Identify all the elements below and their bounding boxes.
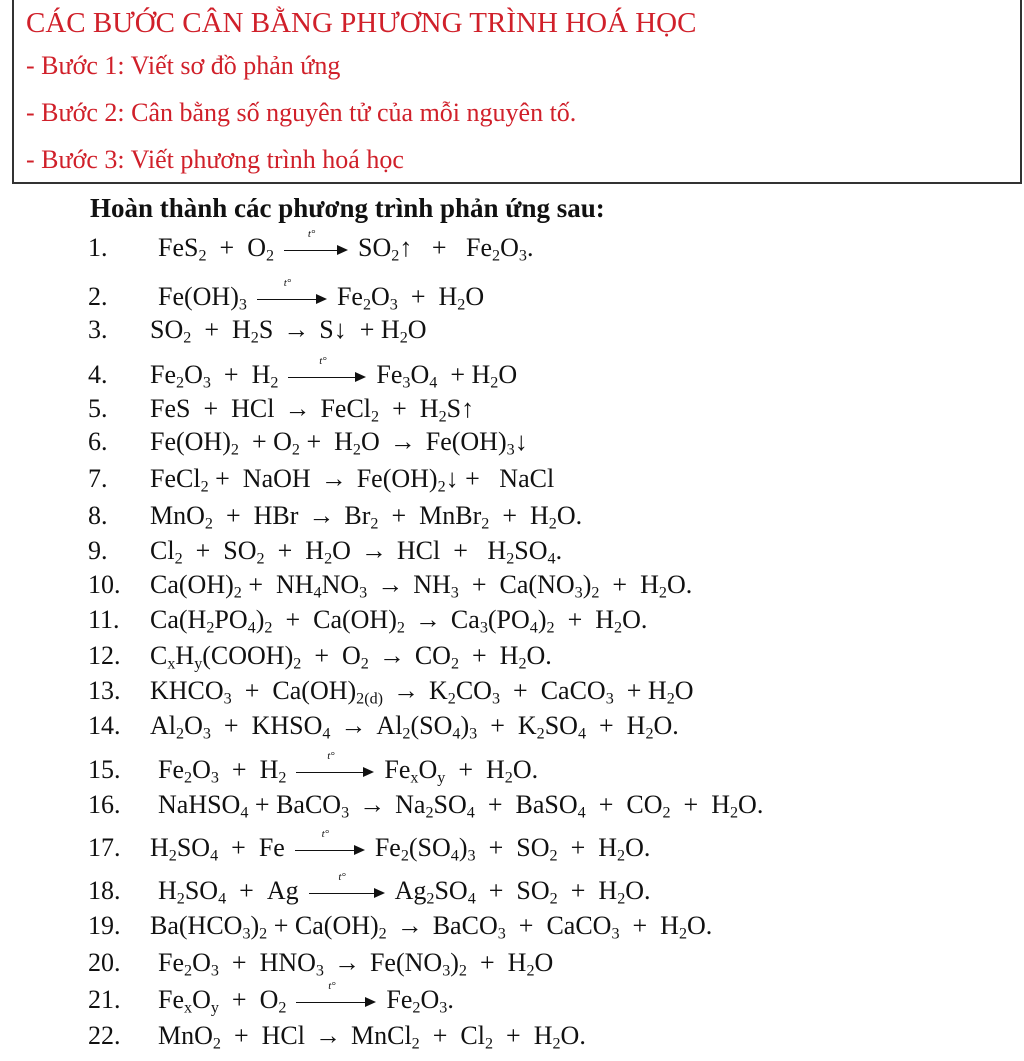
equation-number: 17.: [88, 833, 121, 862]
products: $Fe_2O_3 + H_2O$: [336, 282, 485, 314]
equation-number: 10.: [88, 570, 121, 599]
equation-row: [88, 871, 651, 908]
arrow-icon: →: [396, 911, 423, 940]
products: FeCl$_2$ + $H_2S↑$: [320, 394, 475, 426]
arrow-icon: →: [378, 641, 405, 670]
heat-arrow-icon: [257, 277, 327, 309]
reactants: $Ca(OH)_2 + NH_4NO_3$: [150, 570, 368, 602]
products: MnCl$_2$ + $Cl_2 + H_2O$.: [350, 1021, 586, 1053]
arrow-icon: →: [284, 394, 311, 423]
products: $Fe_2(SO_4)_3 + SO_2 + H_2O$.: [374, 833, 651, 865]
arrow-icon: →: [320, 464, 347, 493]
equation-row: [88, 1020, 586, 1052]
arrow-icon: →: [283, 315, 310, 344]
equation-row: [88, 393, 474, 425]
products: $NH_3 + Ca(NO_3)_2 + H_2O$.: [413, 570, 693, 602]
equation-row: [88, 314, 427, 346]
equation-row: [88, 228, 534, 265]
equation-number: 20.: [88, 948, 121, 977]
reactants: $SO_2 + H_2S$: [150, 315, 274, 347]
condition-label: t°: [319, 355, 327, 368]
arrow-icon: →: [308, 501, 335, 530]
step-1: - Bước 1: Viết sơ đồ phản ứng: [26, 51, 341, 80]
heat-arrow-icon: [296, 750, 374, 782]
reactants: $KHCO_3 + Ca(OH)_{2(d)}$: [150, 676, 383, 708]
equation-number: 12.: [88, 641, 121, 670]
equation-row: [88, 463, 554, 495]
products: S↓ + $H_2O$: [319, 315, 427, 347]
equation-number: 14.: [88, 711, 121, 740]
reactants: $Fe(OH)_2 + O_2 + H_2O$: [150, 427, 380, 459]
equation-number: 11.: [88, 605, 120, 634]
arrow-icon: →: [359, 790, 386, 819]
equation-number: 18.: [88, 876, 121, 905]
products: $Na_2SO_4$ + BaSO$_4$ + $CO_2 + H_2O$.: [395, 790, 764, 822]
reactants: $C_xH_y(COOH)_2 + O_2$: [150, 641, 369, 673]
equation-number: 22.: [88, 1021, 121, 1050]
step-2: - Bước 2: Cân bằng số nguyên tử của mỗi nguyên tố.: [26, 98, 577, 127]
arrow-icon: →: [340, 711, 367, 740]
equation-number: 2.: [88, 282, 108, 311]
equation-number: 19.: [88, 911, 121, 940]
equation-number: 8.: [88, 501, 108, 530]
reactants: FeCl$_2$ + NaOH: [150, 464, 311, 496]
heat-arrow-icon: [296, 980, 376, 1012]
products: $Fe_2O_3$.: [386, 985, 454, 1017]
reactants: $Al_2O_3$ + $KHSO_4$: [150, 711, 331, 743]
reactants: MnO$_2$ + HCl: [158, 1021, 305, 1053]
equation-row: [88, 569, 692, 601]
reactants: $Fe_2O_3 + H_2$: [150, 360, 279, 392]
equation-number: 15.: [88, 755, 121, 784]
products: $Ca_3(PO_4)_2 + H_2O$.: [450, 605, 648, 637]
equation-number: 13.: [88, 676, 121, 705]
step-3: - Bước 3: Viết phương trình hoá học: [26, 145, 404, 174]
equation-row: [88, 750, 539, 787]
arrow-icon: →: [414, 605, 441, 634]
document-title: CÁC BƯỚC CÂN BẰNG PHƯƠNG TRÌNH HOÁ HỌC: [26, 7, 697, 39]
products: $Fe_xO_y + H_2O$.: [384, 755, 539, 787]
reactants: NaHSO$_4$ + BaCO$_3$: [158, 790, 350, 822]
heat-arrow-icon: [288, 355, 366, 387]
products: $Ag_2SO_4 + SO_2 + H_2O$.: [394, 876, 651, 908]
reactants: $Ba(HCO_3)_2 + Ca(OH)_2$: [150, 911, 387, 943]
products: $Fe_3O_4 + H_2O$: [376, 360, 518, 392]
products: $Fe(OH)_2↓$ + NaCl: [356, 464, 555, 496]
products: $SO_2↑ + Fe_2O_3$.: [358, 233, 534, 265]
arrow-icon: →: [393, 676, 419, 705]
equation-row: [88, 535, 562, 567]
reactants: $Fe_xO_y + O_2$: [158, 985, 287, 1017]
heat-arrow-icon: [295, 828, 365, 860]
reactants: $Ca(H_2PO_4)_2 + Ca(OH)_2$: [150, 605, 405, 637]
equation-row: [88, 675, 694, 707]
products: $Al_2(SO_4)_3 + K_2SO_4 + H_2O$.: [376, 711, 679, 743]
equation-row: [88, 500, 582, 532]
reactants: $Fe(OH)_3$: [158, 282, 247, 314]
reactants: $H_2SO_4 + Fe$: [150, 833, 285, 865]
equation-row: [88, 828, 651, 865]
condition-label: t°: [321, 828, 330, 841]
equation-number: 16.: [88, 790, 121, 819]
equation-number: 7.: [88, 464, 108, 493]
reactants: $Fe_2O_3 + HNO_3$: [158, 948, 324, 980]
products: BaCO$_3$ + CaCO$_3$ + $H_2O$.: [432, 911, 713, 943]
condition-label: t°: [307, 228, 316, 241]
reactants: $FeS_2 + O_2$: [158, 233, 275, 265]
arrow-icon: →: [377, 570, 404, 599]
equation-number: 1.: [88, 233, 108, 262]
products: $CO_2 + H_2O$.: [414, 641, 552, 673]
products: $Fe(NO_3)_2 + H_2O$: [369, 948, 554, 980]
reactants: $Cl_2 + SO_2 + H_2O$: [150, 536, 351, 568]
instructions-box: [12, 0, 1022, 184]
equation-number: 9.: [88, 536, 108, 565]
condition-label: t°: [327, 750, 335, 763]
equation-row: [88, 980, 454, 1017]
products: HCl + $H_2SO_4$.: [396, 536, 563, 568]
equation-row: [88, 355, 518, 392]
equation-number: 6.: [88, 427, 108, 456]
products: $K_2CO_3$ + CaCO$_3$ + $H_2O$: [429, 676, 694, 708]
reactants: MnO$_2$ + HBr: [150, 501, 299, 533]
arrow-icon: →: [314, 1021, 341, 1050]
equation-row: [88, 426, 528, 458]
heat-arrow-icon: [309, 871, 385, 903]
equation-number: 3.: [88, 315, 108, 344]
equation-row: [88, 604, 647, 636]
arrow-icon: →: [333, 948, 360, 977]
products: $Br_2$ + MnBr$_2$ + $H_2O$.: [344, 501, 583, 533]
arrow-icon: →: [360, 536, 387, 565]
reactants: FeS + HCl: [150, 394, 275, 423]
condition-label: t°: [283, 277, 292, 290]
equation-row: [88, 947, 553, 979]
heat-arrow-icon: [284, 228, 348, 260]
equation-row: [88, 910, 712, 942]
equation-row: [88, 640, 552, 672]
condition-label: t°: [338, 871, 346, 884]
equation-row: [88, 710, 679, 742]
equation-number: 4.: [88, 360, 108, 389]
arrow-icon: →: [389, 427, 416, 456]
equation-row: [88, 789, 763, 821]
task-heading: Hoàn thành các phương trình phản ứng sau:: [90, 193, 605, 223]
reactants: $H_2SO_4 + Ag$: [158, 876, 299, 908]
equation-row: [88, 277, 485, 314]
products: $Fe(OH)_3↓$: [425, 427, 528, 459]
equation-number: 5.: [88, 394, 108, 423]
equation-number: 21.: [88, 985, 121, 1014]
reactants: $Fe_2O_3 + H_2$: [158, 755, 287, 787]
condition-label: t°: [328, 980, 336, 993]
